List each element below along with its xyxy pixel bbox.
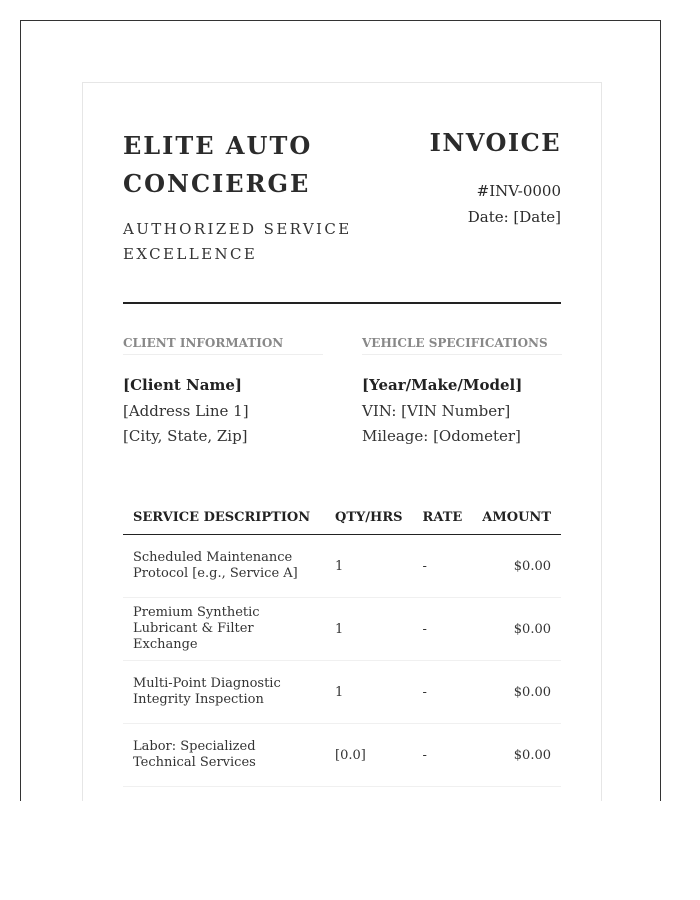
- table-row: [123, 598, 561, 661]
- service-qty: 1: [325, 535, 413, 598]
- client-name: [Client Name]: [123, 376, 242, 394]
- invoice-content: [123, 127, 561, 770]
- service-qty: 1: [325, 598, 413, 661]
- column-header-description: SERVICE DESCRIPTION: [123, 500, 325, 535]
- table-header-row: [123, 500, 561, 535]
- header-divider: [123, 302, 561, 304]
- service-description: Scheduled Maintenance Protocol [e.g., Service A]: [123, 535, 325, 598]
- services-table-body: [123, 535, 561, 787]
- invoice-date: Date: [Date]: [467, 208, 561, 226]
- vehicle-vin: VIN: [VIN Number]: [362, 401, 511, 420]
- column-header-rate: RATE: [413, 500, 473, 535]
- vehicle-heading: VEHICLE SPECIFICATIONS: [362, 336, 562, 355]
- service-amount: $0.00: [472, 535, 561, 598]
- company-name-line-1: ELITE AUTO: [123, 131, 313, 160]
- client-address: [Address Line 1]: [123, 401, 249, 420]
- invoice-sheet: [82, 82, 602, 801]
- service-description: Multi-Point Diagnostic Integrity Inspection: [123, 661, 325, 724]
- invoice-header: [123, 127, 561, 302]
- service-amount: $0.00: [472, 724, 561, 787]
- client-heading: CLIENT INFORMATION: [123, 336, 323, 355]
- invoice-title: INVOICE: [429, 128, 561, 157]
- vehicle-mileage: Mileage: [Odometer]: [362, 427, 521, 445]
- service-amount: $0.00: [472, 661, 561, 724]
- column-header-amount: AMOUNT: [472, 500, 561, 535]
- company-tagline-line-2: EXCELLENCE: [123, 245, 258, 263]
- vehicle-model: [Year/Make/Model]: [362, 376, 523, 394]
- invoice-meta: [468, 178, 561, 230]
- company-tagline: [123, 217, 363, 267]
- service-qty: [0.0]: [325, 724, 413, 787]
- client-city: [City, State, Zip]: [123, 427, 248, 445]
- service-rate: -: [413, 598, 473, 661]
- vehicle-specifications: [362, 336, 562, 450]
- table-row: [123, 535, 561, 598]
- company-tagline-line-1: AUTHORIZED SERVICE: [123, 220, 352, 238]
- company-name: [123, 127, 353, 203]
- table-row: [123, 661, 561, 724]
- table-row: [123, 724, 561, 787]
- service-description: Premium Synthetic Lubricant & Filter Exchange: [123, 598, 325, 661]
- services-table-head: [123, 500, 561, 535]
- service-qty: 1: [325, 661, 413, 724]
- service-description: Labor: Specialized Technical Services: [123, 724, 325, 787]
- column-header-qty: QTY/HRS: [325, 500, 413, 535]
- service-rate: -: [413, 724, 473, 787]
- service-amount: $0.00: [472, 598, 561, 661]
- service-rate: -: [413, 661, 473, 724]
- company-name-line-2: CONCIERGE: [123, 169, 311, 198]
- service-rate: -: [413, 535, 473, 598]
- invoice-number: #INV-0000: [476, 182, 561, 200]
- page-frame: [20, 20, 661, 801]
- services-table: [123, 500, 561, 787]
- client-information: [123, 336, 323, 450]
